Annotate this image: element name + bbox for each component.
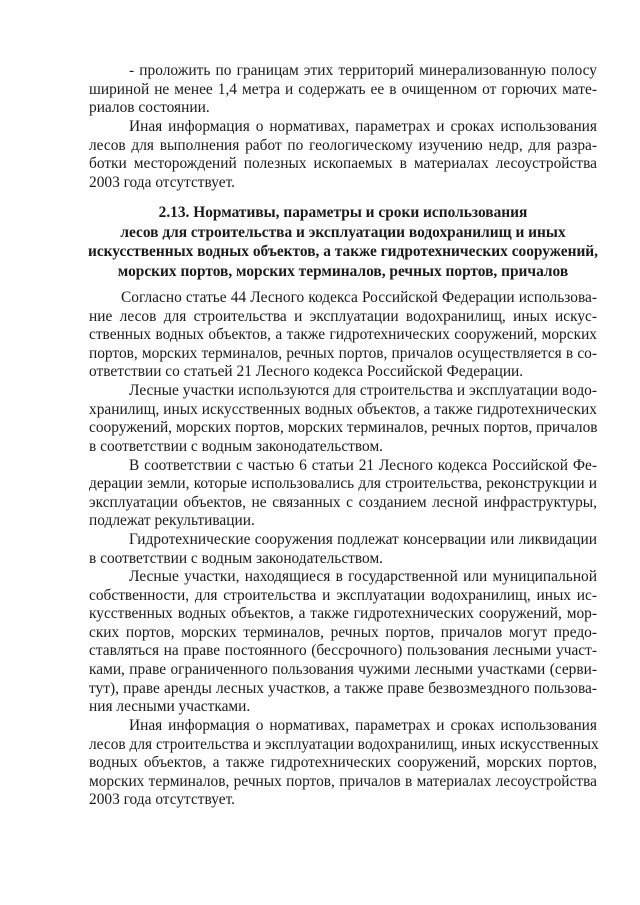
text-line: кусственных водных объектов, а также гидротехнических сооружений, мор-	[89, 605, 597, 623]
text-line: водных объектов, а также гидротехнических сооружений, морских портов,	[89, 754, 597, 772]
heading-line: искусственных водных объектов, а также гидротехнических сооружений,	[87, 243, 599, 260]
body-paragraph-5	[89, 568, 597, 717]
text-line: сооружений, морских портов, морских терминалов, речных портов, причалов	[89, 419, 598, 437]
text-line: шириной не менее 1,4 метра и содержать ее в очищенном от горючих мате-	[89, 80, 597, 98]
intro-paragraph	[89, 62, 597, 118]
body-paragraph-2	[89, 382, 597, 456]
text-line: дерации земли, которые использовались для строительства, реконструкции и	[89, 475, 597, 493]
body-paragraph-1	[89, 289, 597, 382]
body-paragraph-3	[89, 457, 597, 531]
text-line: риалов состоянии.	[89, 99, 210, 117]
text-line: Согласно статье 44 Лесного кодекса Российской Федерации использова-	[121, 289, 597, 306]
text-line: ответствии со статьей 21 Лесного кодекса Российской Федерации.	[89, 363, 524, 381]
heading-line: морских портов, морских терминалов, речных портов, причалов	[117, 262, 569, 280]
text-line: собственности, для строительства и эксплуатации водохранилищ, иных ис-	[89, 586, 597, 604]
text-line: ния лесными участками.	[89, 698, 251, 716]
text-line: ставляться на праве постоянного (бессрочного) пользования лесными участ-	[89, 642, 597, 660]
text-line: лесов для выполнения работ по геологическому изучению недр, для разра-	[89, 136, 597, 154]
text-line: ботки месторождений полезных ископаемых в материалах лесоустройства	[89, 155, 597, 173]
text-line: ние лесов для строительства и эксплуатации водохранилищ, иных искус-	[89, 307, 597, 325]
text-line: Иная информация о нормативах, параметрах и сроках использования	[129, 717, 597, 734]
text-line: ских портов, морских терминалов, речных портов, причалов могут предо-	[89, 623, 597, 641]
text-line: хранилищ, иных искусственных водных объектов, а также гидротехнических	[89, 400, 597, 418]
body-paragraph-4	[89, 531, 597, 568]
text-line: Лесные участки используются для строительства и эксплуатации водо-	[129, 382, 597, 399]
body-paragraph-6	[89, 717, 597, 810]
paragraph-geology	[89, 118, 597, 192]
text-line: в соответствии с водным законодательством.	[89, 549, 384, 567]
text-line: 2003 года отсутствует.	[89, 791, 235, 809]
text-line: лесов для строительства и эксплуатации водохранилищ, иных искусственных	[89, 735, 599, 753]
text-line: Иная информация о нормативах, параметрах и сроках использования	[129, 118, 597, 135]
text-line: Гидротехнические сооружения подлежат консервации или ликвидации	[129, 531, 597, 548]
heading-line: 2.13. Нормативы, параметры и сроки использования	[158, 204, 528, 221]
text-line: В соответствии с частью 6 статьи 21 Лесного кодекса Российской Фе-	[129, 456, 597, 474]
text-line: ками, праве ограниченного пользования чужими лесными участками (серви-	[89, 660, 597, 678]
text-line: эксплуатации объектов, не связанных с созданием лесной инфраструктуры,	[89, 493, 597, 511]
text-line: 2003 года отсутствует.	[89, 173, 235, 191]
text-line: тут), праве аренды лесных участков, а также праве безвозмездного пользова-	[89, 679, 597, 697]
text-line: Лесные участки, находящиеся в государственной или муниципальной	[129, 568, 597, 585]
text-line: портов, морских терминалов, речных портов, причалов осуществляется в со-	[89, 344, 597, 362]
text-line: ственных водных объектов, а также гидротехнических сооружений, морских	[89, 326, 597, 344]
section-heading	[80, 203, 606, 281]
text-line: морских терминалов, речных портов, причалов в материалах лесоустройства	[89, 772, 597, 790]
text-line: - проложить по границам этих территорий минерализованную полосу	[129, 62, 597, 79]
text-line: в соответствии с водным законодательством.	[89, 437, 384, 455]
heading-line: лесов для строительства и эксплуатации водохранилищ и иных	[120, 223, 566, 241]
text-line: подлежат рекультивации.	[89, 512, 255, 530]
